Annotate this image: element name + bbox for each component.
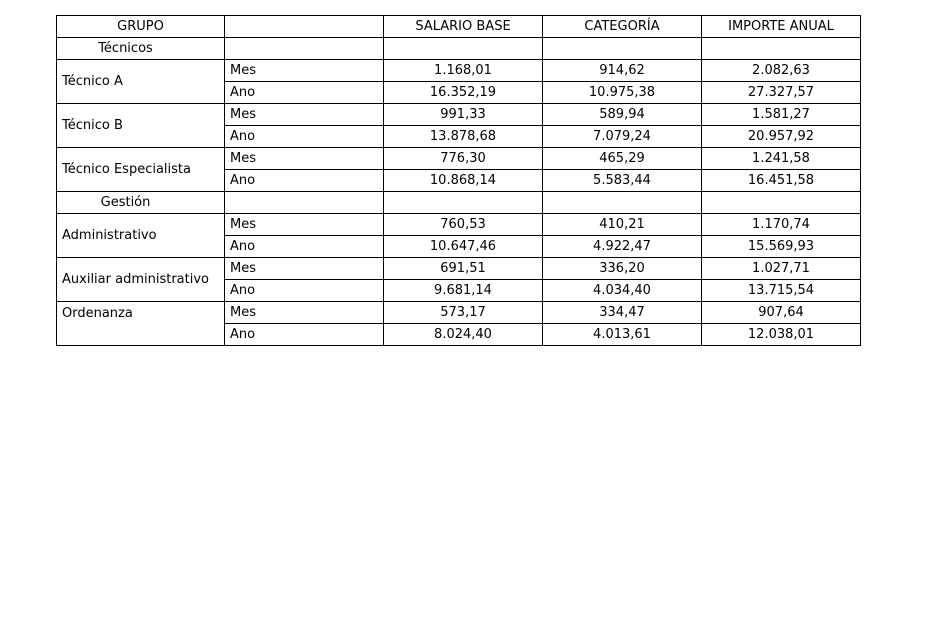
empty-cell xyxy=(384,38,543,60)
empty-cell xyxy=(57,324,225,346)
salario-base-cell: 991,33 xyxy=(384,104,543,126)
table-row xyxy=(57,148,861,170)
categoria-cell: 465,29 xyxy=(543,148,702,170)
period-cell: Mes xyxy=(225,148,384,170)
empty-cell xyxy=(702,38,861,60)
categoria-cell: 4.034,40 xyxy=(543,280,702,302)
importe-anual-cell: 13.715,54 xyxy=(702,280,861,302)
section-title: Gestión xyxy=(57,192,225,214)
salario-base-cell: 760,53 xyxy=(384,214,543,236)
group-name: Técnico A xyxy=(57,60,225,104)
group-name: Técnico Especialista xyxy=(57,148,225,192)
period-cell: Mes xyxy=(225,258,384,280)
table-row xyxy=(57,302,861,324)
importe-anual-cell: 1.027,71 xyxy=(702,258,861,280)
header-period xyxy=(225,16,384,38)
header-categoria: CATEGORÍA xyxy=(543,16,702,38)
categoria-cell: 5.583,44 xyxy=(543,170,702,192)
header-grupo: GRUPO xyxy=(57,16,225,38)
salario-base-cell: 10.868,14 xyxy=(384,170,543,192)
importe-anual-cell: 907,64 xyxy=(702,302,861,324)
salario-base-cell: 573,17 xyxy=(384,302,543,324)
period-cell: Ano xyxy=(225,170,384,192)
table-row xyxy=(57,258,861,280)
importe-anual-cell: 1.581,27 xyxy=(702,104,861,126)
salario-base-cell: 691,51 xyxy=(384,258,543,280)
empty-cell xyxy=(225,38,384,60)
importe-anual-cell: 1.241,58 xyxy=(702,148,861,170)
categoria-cell: 4.922,47 xyxy=(543,236,702,258)
salario-base-cell: 10.647,46 xyxy=(384,236,543,258)
empty-cell xyxy=(225,192,384,214)
group-name: Administrativo xyxy=(57,214,225,258)
group-name: Auxiliar administrativo xyxy=(57,258,225,302)
categoria-cell: 7.079,24 xyxy=(543,126,702,148)
period-cell: Ano xyxy=(225,82,384,104)
categoria-cell: 4.013,61 xyxy=(543,324,702,346)
section-row xyxy=(57,192,861,214)
period-cell: Mes xyxy=(225,104,384,126)
table-row xyxy=(57,214,861,236)
empty-cell xyxy=(543,38,702,60)
period-cell: Ano xyxy=(225,126,384,148)
period-cell: Ano xyxy=(225,280,384,302)
empty-cell xyxy=(702,192,861,214)
salario-base-cell: 776,30 xyxy=(384,148,543,170)
salario-base-cell: 9.681,14 xyxy=(384,280,543,302)
importe-anual-cell: 1.170,74 xyxy=(702,214,861,236)
importe-anual-cell: 27.327,57 xyxy=(702,82,861,104)
categoria-cell: 914,62 xyxy=(543,60,702,82)
importe-anual-cell: 12.038,01 xyxy=(702,324,861,346)
categoria-cell: 334,47 xyxy=(543,302,702,324)
salario-base-cell: 13.878,68 xyxy=(384,126,543,148)
categoria-cell: 410,21 xyxy=(543,214,702,236)
categoria-cell: 589,94 xyxy=(543,104,702,126)
table-row xyxy=(57,60,861,82)
salario-base-cell: 16.352,19 xyxy=(384,82,543,104)
salario-base-cell: 8.024,40 xyxy=(384,324,543,346)
importe-anual-cell: 2.082,63 xyxy=(702,60,861,82)
header-row xyxy=(57,16,861,38)
group-name: Ordenanza xyxy=(57,302,225,324)
categoria-cell: 336,20 xyxy=(543,258,702,280)
period-cell: Mes xyxy=(225,214,384,236)
section-title: Técnicos xyxy=(57,38,225,60)
empty-cell xyxy=(384,192,543,214)
period-cell: Mes xyxy=(225,302,384,324)
section-row xyxy=(57,38,861,60)
importe-anual-cell: 16.451,58 xyxy=(702,170,861,192)
header-importe-anual: IMPORTE ANUAL xyxy=(702,16,861,38)
group-name: Técnico B xyxy=(57,104,225,148)
period-cell: Mes xyxy=(225,60,384,82)
salario-base-cell: 1.168,01 xyxy=(384,60,543,82)
importe-anual-cell: 15.569,93 xyxy=(702,236,861,258)
table-row xyxy=(57,324,861,346)
period-cell: Ano xyxy=(225,324,384,346)
salary-table xyxy=(56,15,861,346)
period-cell: Ano xyxy=(225,236,384,258)
categoria-cell: 10.975,38 xyxy=(543,82,702,104)
empty-cell xyxy=(543,192,702,214)
importe-anual-cell: 20.957,92 xyxy=(702,126,861,148)
table-row xyxy=(57,104,861,126)
header-salario-base: SALARIO BASE xyxy=(384,16,543,38)
